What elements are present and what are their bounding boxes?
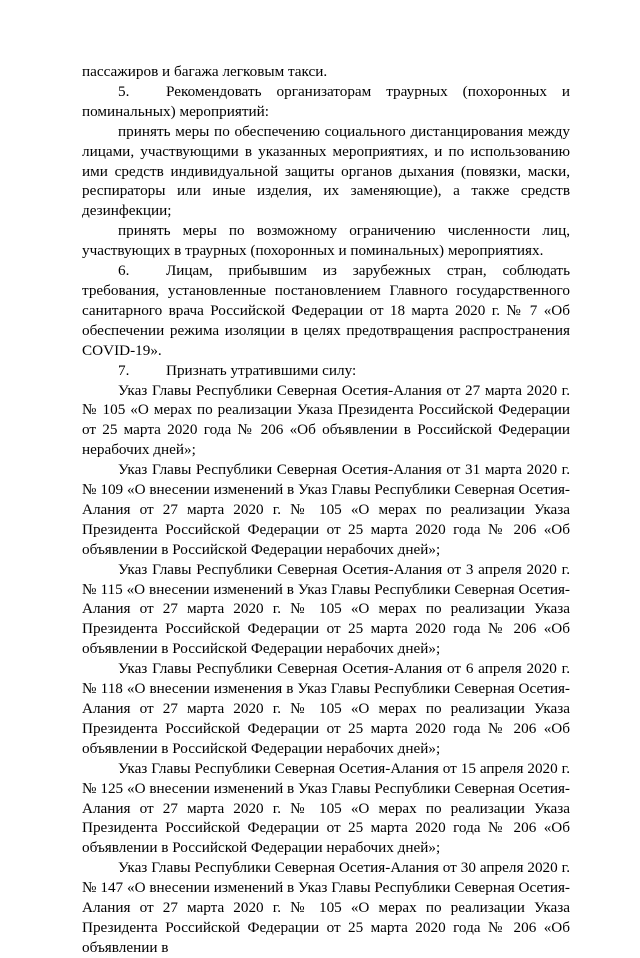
paragraph-text: пассажиров и багажа легковым такси. bbox=[82, 63, 328, 80]
item-number: 6. bbox=[118, 262, 130, 280]
paragraph-text: Указ Главы Республики Северная Осетия-Алания от 31 марта 2020 г. № 109 «О внесении изменений в Указ Главы Республики Северная Осетия-Алания от 27 марта 2020 г. № 105 «О мерах по реализации Указа Президента Российской Федерации от 25 марта 2020 года № 206 «Об объявлении в Российской Федерации нерабочих дней»; bbox=[82, 461, 570, 558]
decree-109 bbox=[82, 460, 570, 560]
paragraph-continuation bbox=[82, 62, 570, 82]
paragraph-item-7 bbox=[82, 361, 570, 381]
decree-125 bbox=[82, 759, 570, 859]
paragraph-text: Указ Главы Республики Северная Осетия-Алания от 27 марта 2020 г. № 105 «О мерах по реализации Указа Президента Российской Федерации от 25 марта 2020 года № 206 «Об объявлении в Российской Федерации нерабочих дней»; bbox=[82, 381, 570, 459]
paragraph-limit-participants bbox=[82, 221, 570, 261]
paragraph-text: Указ Главы Республики Северная Осетия-Алания от 6 апреля 2020 г. № 118 «О внесении изменения в Указ Главы Республики Северная Осетия-Алания от 27 марта 2020 г. № 105 «О мерах по реализации Указа Президента Российской Федерации от 25 марта 2020 года № 206 «Об объявлении в Российской Федерации нерабочих дней»; bbox=[82, 660, 570, 757]
paragraph-text: принять меры по обеспечению социального дистанцирования между лицами, участвующими в указанных мероприятиях, и по использованию ими средств индивидуальной защиты органов дыхания (повязки, маски, респираторы или иные изделия, их заменяющие), а также средств дезинфекции; bbox=[82, 122, 570, 220]
decree-105 bbox=[82, 381, 570, 461]
decree-115 bbox=[82, 560, 570, 660]
decree-118 bbox=[82, 659, 570, 759]
paragraph-text: Рекомендовать организаторам траурных (похоронных и поминальных) мероприятий: bbox=[82, 82, 570, 120]
paragraph-text: принять меры по возможному ограничению численности лиц, участвующих в траурных (похоронных и поминальных) мероприятиях. bbox=[82, 222, 570, 260]
paragraph-item-6 bbox=[82, 261, 570, 361]
decree-147 bbox=[82, 858, 570, 958]
paragraph-text: Указ Главы Республики Северная Осетия-Алания от 3 апреля 2020 г. № 115 «О внесении изменений в Указ Главы Республики Северная Осетия-Алания от 27 марта 2020 г. № 105 «О мерах по реализации Указа Президента Российской Федерации от 25 марта 2020 года № 206 «Об объявлении в Российской Федерации нерабочих дней»; bbox=[82, 560, 570, 658]
paragraph-text: Указ Главы Республики Северная Осетия-Алания от 30 апреля 2020 г. № 147 «О внесении изменений в Указ Главы Республики Северная Осетия-Алания от 27 марта 2020 г. № 105 «О мерах по реализации Указа Президента Российской Федерации от 25 марта 2020 года № 206 «Об объявлении в bbox=[82, 859, 570, 956]
paragraph-distancing-measures bbox=[82, 122, 570, 222]
paragraph-text: Лицам, прибывшим из зарубежных стран, соблюдать требования, установленные постановлением Главного государственного санитарного врача Российской Федерации от 18 марта 2020 г. № 7 «Об обеспечении режима изоляции в целях предотвращения распространения COVID-19». bbox=[82, 262, 570, 359]
item-number: 7. bbox=[118, 361, 130, 379]
document-page bbox=[82, 62, 570, 958]
paragraph-text: Признать утратившими силу: bbox=[166, 361, 357, 379]
paragraph-item-5 bbox=[82, 82, 570, 122]
paragraph-text: Указ Главы Республики Северная Осетия-Алания от 15 апреля 2020 г. № 125 «О внесении изменений в Указ Главы Республики Северная Осетия-Алания от 27 марта 2020 г. № 105 «О мерах по реализации Указа Президента Российской Федерации от 25 марта 2020 года № 206 «Об объявлении в Российской Федерации нерабочих дней»; bbox=[82, 759, 570, 857]
item-number: 5. bbox=[118, 82, 130, 100]
